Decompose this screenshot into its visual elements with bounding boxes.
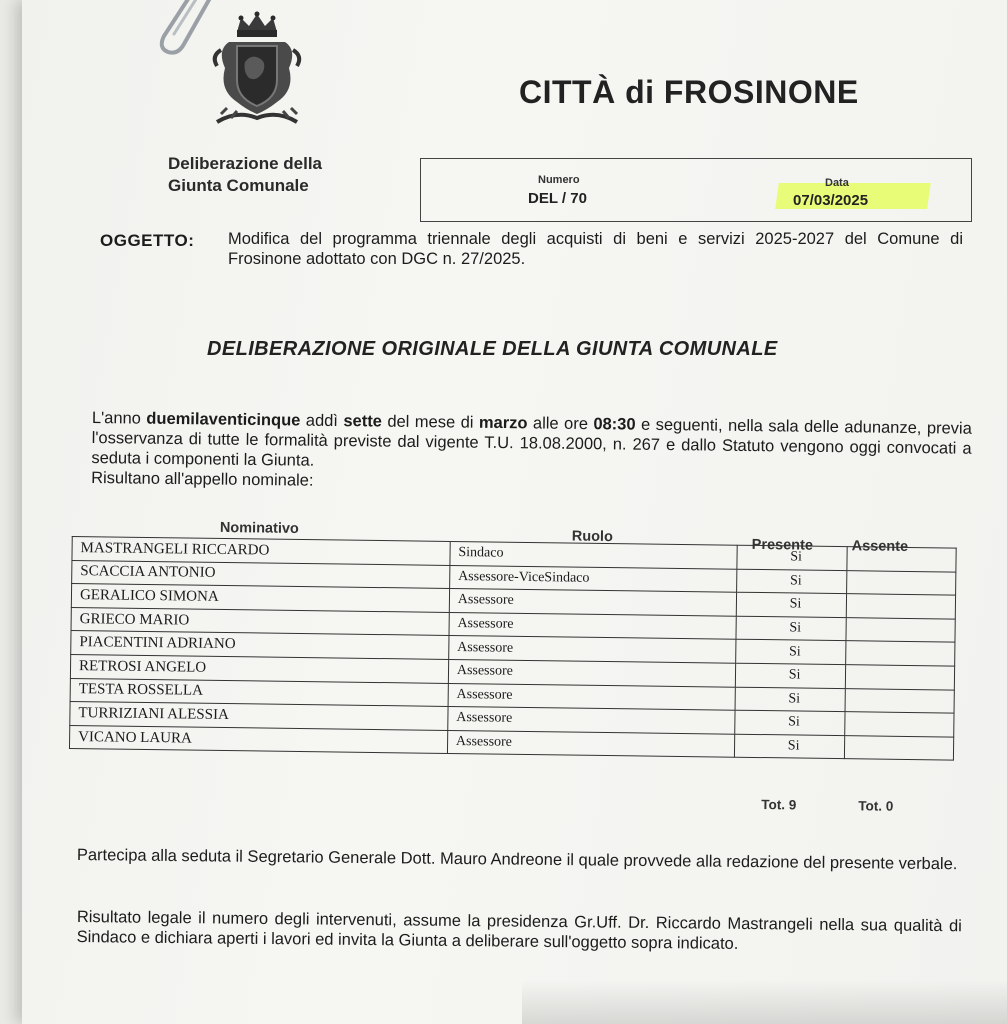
member-name: RETROSI ANGELO <box>70 654 448 683</box>
member-name: GERALICO SIMONA <box>71 584 449 613</box>
member-assente <box>845 688 955 713</box>
roll-call-line: Risultano all'appello nominale: <box>91 468 314 490</box>
member-presente: Si <box>737 592 847 617</box>
member-role: Assessore <box>448 707 736 734</box>
member-name: GRIECO MARIO <box>71 607 449 636</box>
member-presente: Si <box>735 734 845 759</box>
member-role: Assessore <box>449 636 737 663</box>
member-presente: Si <box>736 616 846 641</box>
member-presente: Si <box>737 545 847 570</box>
oggetto-label: OGGETTO: <box>100 231 195 250</box>
member-role: Assessore <box>447 730 735 757</box>
city-title: CITTÀ di FROSINONE <box>519 74 859 110</box>
member-assente <box>845 641 955 666</box>
total-presente: Tot. 9 <box>761 797 797 813</box>
member-presente: Si <box>736 687 846 712</box>
member-assente <box>844 735 954 760</box>
document-heading: DELIBERAZIONE ORIGINALE DELLA GIUNTA COMUNALE <box>207 338 778 360</box>
intro-paragraph: L'anno duemilaventicinque addì sette del mese di marzo alle ore 08:30 e seguenti, nella sala delle adunanze, previa l'osservanza di tutte le formalità previste dal vigente T.U. 18.08.2000, n. 267 e dallo Statuto vengono oggi convocati a seduta i componenti la Giunta. Risultano all'appello nominale: <box>91 408 972 490</box>
member-role: Assessore <box>449 612 737 639</box>
member-assente <box>846 617 956 642</box>
member-role: Assessore <box>448 659 736 686</box>
header-ruolo: Ruolo <box>571 528 613 546</box>
data-value: 07/03/2025 <box>793 192 869 209</box>
member-presente: Si <box>737 569 847 594</box>
numero-caption: Numero <box>538 174 580 186</box>
deliberation-type-label: Deliberazione della Giunta Comunale <box>168 154 322 195</box>
member-role: Assessore-ViceSindaco <box>449 565 737 592</box>
data-caption: Data <box>825 177 849 189</box>
member-name: SCACCIA ANTONIO <box>72 560 450 589</box>
member-name: VICANO LAURA <box>69 725 447 754</box>
member-assente <box>844 712 954 737</box>
member-assente <box>845 665 955 690</box>
member-role: Assessore <box>448 683 736 710</box>
header-presente: Presente <box>751 536 814 554</box>
member-role: Assessore <box>449 589 737 616</box>
member-presente: Si <box>735 710 845 735</box>
total-assente: Tot. 0 <box>858 798 894 814</box>
attendance-table <box>69 536 957 761</box>
member-assente <box>846 594 956 619</box>
oggetto-text: Modifica del programma triennale degli acquisti di beni e servizi 2025-2027 del Comune di Frosinone adottato con DGC n. 27/2025. <box>228 230 963 268</box>
member-role: Sindaco <box>450 541 738 568</box>
member-presente: Si <box>736 640 846 665</box>
attendance-section <box>72 518 960 814</box>
header-assente: Assente <box>851 538 909 555</box>
member-assente <box>846 570 956 595</box>
numero-value: DEL / 70 <box>528 190 587 207</box>
shadow-overlay <box>522 980 1007 1024</box>
member-name: PIACENTINI ADRIANO <box>71 631 449 660</box>
header-nominativo: Nominativo <box>219 519 299 537</box>
document-page <box>22 0 1007 1024</box>
member-assente <box>847 547 957 572</box>
member-presente: Si <box>736 663 846 688</box>
member-name: MASTRANGELI RICCARDO <box>72 537 450 566</box>
secretary-paragraph: Partecipa alla seduta il Segretario Generale Dott. Mauro Andreone il quale provvede alla redazione del presente verbale. <box>76 845 958 874</box>
presidency-paragraph: Risultato legale il numero degli intervenuti, assume la presidenza Gr.Uff. Dr. Riccardo Mastrangeli nella sua qualità di Sindaco e dichiara aperti i lavori ed invita la Giunta a deliberare sull'oggetto sopra indicato. <box>76 907 962 953</box>
member-name: TESTA ROSSELLA <box>70 678 448 707</box>
city-crest-icon <box>207 10 307 128</box>
number-date-box <box>420 158 972 222</box>
member-name: TURRIZIANI ALESSIA <box>70 702 448 731</box>
